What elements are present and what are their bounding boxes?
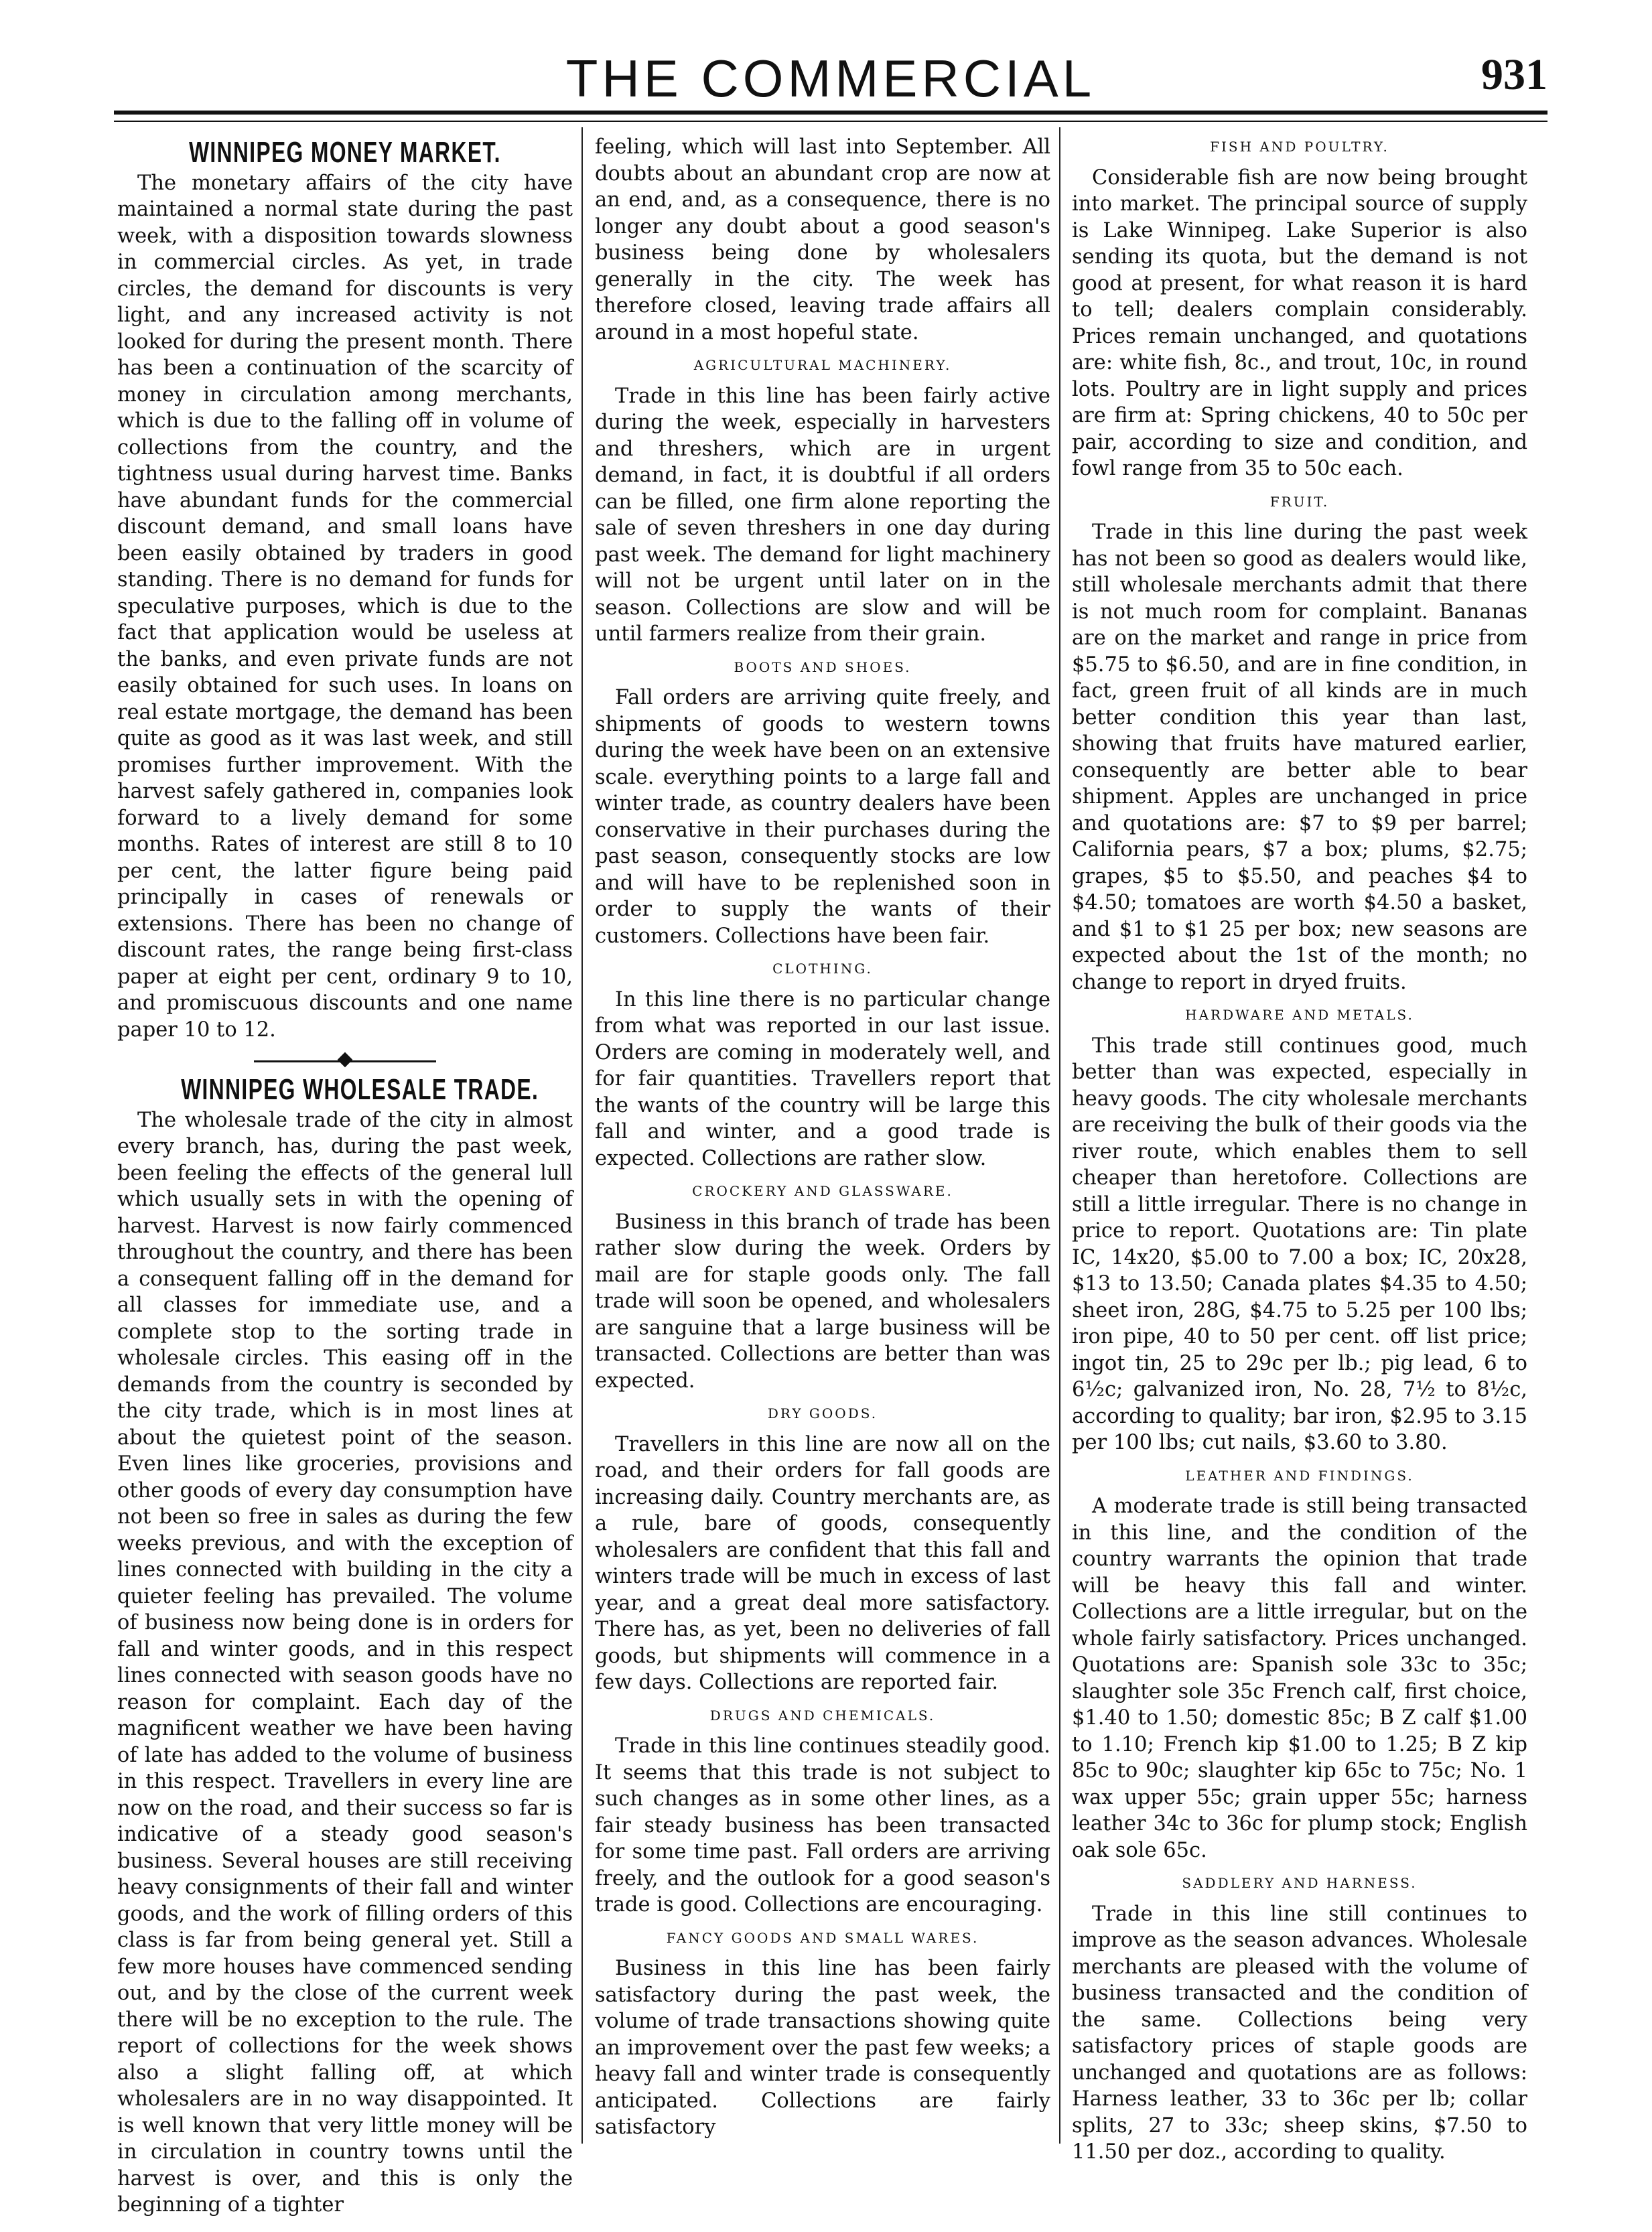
fancy-goods-text: Business in this line has been fairly satisfactory during the past week, the volume of trade transactions showing quite an improvement over the past few weeks; a heavy fall and winter trade is consequently anticipated. Collections are fairly satisfactory xyxy=(595,1957,1050,2139)
masthead xyxy=(114,40,1547,114)
hardware-text: This trade still continues good, much better than was expected, especially in heavy goods. The city wholesale merchants are receiving the bulk of their goods via the river route, which enables them to sell cheaper than heretofore. Collections are still a little irregular. There is no change in price to report. Quotations are: Tin plate IC, 14x20, $5.00 to 7.00 a box; IC, 20x28, $13 to 13.50; Canada plates $4.35 to 4.50; sheet iron, 28G, $4.75 to 5.25 per 100 lbs; iron pipe, 40 to 50 per cent. off list price; ingot tin, 25 to 29c per lb.; pig lead, 6 to 6½c; galvanized iron, No. 28, 7½ to 8½c, according to quality; bar iron, $2.95 to 3.15 per 100 lbs; cut nails, $3.60 to 3.80. xyxy=(1072,1034,1527,1454)
agricultural-machinery-heading: AGRICULTURAL MACHINERY. xyxy=(693,357,952,373)
leather-text: A moderate trade is still being transacted in this line, and the condition of the country warrants the opinion that trade will be heavy this fall and winter. Collections are a little irregular, but on the whole fairly satisfactory. Prices unchanged. Quotations are: Spanish sole 33c to 35c; slaughter sole 35c French calf, first choice, $1.40 to 1.50; domestic 85c; B Z calf $1.00 to 1.10; French kip $1.00 to 1.25; B Z kip 85c to 90c; slaughter kip 65c to 75c; No. 1 wax upper 55c; grain upper 55c; harness leather 34c to 36c for plump stock; English oak sole 65c. xyxy=(1072,1494,1527,1862)
column-1 xyxy=(117,134,573,2219)
column-divider-1 xyxy=(581,127,583,2144)
clothing-text: In this line there is no particular change from what was reported in our last issue. Orders are coming in moderately well, and for fair quantities. Travellers report that the wants of the country will be large this fall and winter, and a good trade is expected. Collections are rather slow. xyxy=(595,987,1050,1170)
saddlery-text: Trade in this line still continues to improve as the season advances. Wholesale merchants are pleased with the volume of business transacted and the condition of the same. Collections being very satisfactory prices of staple goods are unchanged and quotations are as follows: Harness leather, 33 to 36c per lb; collar splits, 27 to 33c; sheep skins, $7.50 to 11.50 per doz., according to quality. xyxy=(1072,1902,1527,2164)
masthead-rule-thin xyxy=(114,121,1547,122)
money-market-heading: WINNIPEG MONEY MARKET. xyxy=(189,136,501,169)
wholesale-trade-heading: WINNIPEG WHOLESALE TRADE. xyxy=(181,1073,539,1106)
boots-shoes-heading: BOOTS AND SHOES. xyxy=(734,658,912,675)
clothing-heading: CLOTHING. xyxy=(772,961,873,977)
fancy-goods-heading: FANCY GOODS AND SMALL WARES. xyxy=(666,1929,979,1946)
publication-title: THE COMMERCIAL xyxy=(565,49,1096,108)
dry-goods-text: Travellers in this line are now all on the road, and their orders for fall goods are increasing daily. Country merchants are, as a rule, bare of goods, consequently wholesalers are confident that this fall and winters trade will be much in excess of last year, and a great deal more satisfactory. There has, as yet, been no deliveries of fall goods, but shipments will commence in a few days. Collections are reported fair. xyxy=(595,1432,1050,1694)
hardware-heading: HARDWARE AND METALS. xyxy=(1185,1007,1414,1023)
fruit-text: Trade in this line during the past week has not been so good as dealers would like, still wholesale merchants admit that there is not much room for complaint. Bananas are on the market and range in price from $5.75 to $6.50, and are in fine condition, in fact, green fruit of all kinds are in much better condition this year than last, showing that fruits have matured earlier, consequently are better able to bear shipment. Apples are unchanged in price and quotations are: $7 to $9 per barrel; California pears, $7 a box; plums, $2.75; grapes, $5 to $5.50, and peaches $4 to $4.50; tomatoes are worth $4.50 a basket, and $1 to $1 25 per box; new seasons are expected about the 1st of the month; no change to report in dryed fruits. xyxy=(1072,520,1527,994)
money-market-article: The monetary affairs of the city have maintained a normal state during the past week, with a disposition towards slowness in commercial circles. As yet, in trade circles, the demand for discounts is very light, and any increased activity is not looked for during the present month. There has been a continuation of the scarcity of money in circulation among merchants, which is due to the falling off in volume of collections from the country, and the tightness usual during harvest time. Banks have abundant funds for the commercial discount demand, and small loans have been easily obtained by traders in good standing. There is no demand for funds for speculative purposes, which is due to the fact that application would be useless at the banks, and even private funds are not easily obtained for such uses. In loans on real estate mortgage, the demand has been quite as good as it was last week, and still promises further improvement. With the harvest safely gathered in, companies look forward to a lively demand for some months. Rates of interest are still 8 to 10 per cent, the latter figure being paid principally in cases of renewals or extensions. There has been no change of discount rates, the range being first-class paper at eight per cent, ordinary 9 to 10, and promiscuous discounts and one name paper 10 to 12. xyxy=(117,171,573,1042)
masthead-rule-thick xyxy=(114,111,1547,115)
wholesale-trade-article: The wholesale trade of the city in almost every branch, has, during the past week, been feeling the effects of the general lull which usually sets in with the opening of harvest. Harvest is now fairly commenced throughout the country, and there has been a consequent falling off in the demand for all classes for immediate use, and a complete stop to the sorting trade in wholesale circles. This easing off in the demands from the country is seconded by the city trade, which is in most lines at about the quietest point of the season. Even lines like groceries, provisions and other goods of every day consumption have not been so free in sales as during the few weeks previous, and with the exception of lines connected with building in the city a quieter feeling has prevailed. The volume of business now being done is in orders for fall and winter goods, and in this respect lines connected with season goods have no reason for complaint. Each day of the magnificent weather we have been having of late has added to the volume of business in this respect. Travellers in every line are now on the road, and their success so far is indicative of a steady good season's business. Several houses are still receiving heavy consignments of their fall and winter goods, and the work of filling orders of this class is far from being general yet. Still a few more houses have commenced sending out, and by the close of the current week there will be no exception to the rule. The report of collections for the week shows also a slight falling off, at which wholesalers are in no way disappointed. It is well known that very little money will be in circulation in country towns until the harvest is over, and this is only the beginning of a tighter xyxy=(117,1108,573,2217)
fish-poultry-heading: FISH AND POULTRY. xyxy=(1210,139,1389,155)
agricultural-machinery-text: Trade in this line has been fairly active during the week, especially in harvesters and threshers, which are in urgent demand, in fact, it is doubtful if all orders can be filled, one firm alone reporting the sale of seven threshers in one day during past week. The demand for light machinery will not be urgent until later on in the season. Collections are slow and will be until farmers realize from their grain. xyxy=(595,384,1050,646)
fish-poultry-text: Considerable fish are now being brought into market. The principal source of supply is Lake Winnipeg. Lake Superior is also sending its quota, but the demand is not good at present, for what reason it is hard to tell; dealers complain considerably. Prices remain unchanged, and quotations are: white fish, 8c., and trout, 10c, in round lots. Poultry are in light supply and prices are firm at: Spring chickens, 40 to 50c per pair, according to size and condition, and fowl range from 35 to 50c each. xyxy=(1072,165,1527,480)
drugs-text: Trade in this line continues steadily good. It seems that this trade is not subject to such changes as in some other lines, as a fair steady business has been transacted for some time past. Fall orders are arriving freely, and the outlook for a good season's trade is good. Collections are encouraging. xyxy=(595,1734,1050,1916)
boots-shoes-text: Fall orders are arriving quite freely, and shipments of goods to western towns during the week have been on an extensive scale. everything points to a large fall and winter trade, as country dealers have been conservative in their purchases during the past season, consequently stocks are low and will have to be replenished soon in order to supply the wants of their customers. Collections have been fair. xyxy=(595,686,1050,948)
column-divider-2 xyxy=(1059,127,1060,2144)
drugs-heading: DRUGS AND CHEMICALS. xyxy=(709,1707,936,1724)
column-3 xyxy=(1072,134,1527,2166)
crockery-text: Business in this branch of trade has been rather slow during the week. Orders by mail are for staple goods only. The fall trade will soon be opened, and wholesalers are sanguine that a large business will be transacted. Collections are better than was expected. xyxy=(595,1210,1050,1393)
saddlery-heading: SADDLERY AND HARNESS. xyxy=(1182,1875,1418,1891)
column-2 xyxy=(595,134,1050,2141)
leather-heading: LEATHER AND FINDINGS. xyxy=(1185,1467,1414,1484)
crockery-heading: CROCKERY AND GLASSWARE. xyxy=(692,1183,953,1199)
fruit-heading: FRUIT. xyxy=(1269,493,1330,510)
page-number: 931 xyxy=(1481,50,1547,99)
wholesale-trade-continued: feeling, which will last into September. All doubts about an abundant crop are now at an end, and, as a consequence, there is no longer any doubt about a good season's business being done by wholesalers generally in the city. The week has therefore closed, leaving trade affairs all around in a most hopeful state. xyxy=(595,135,1050,344)
section-ornament xyxy=(117,1052,573,1070)
dry-goods-heading: DRY GOODS. xyxy=(767,1405,878,1421)
